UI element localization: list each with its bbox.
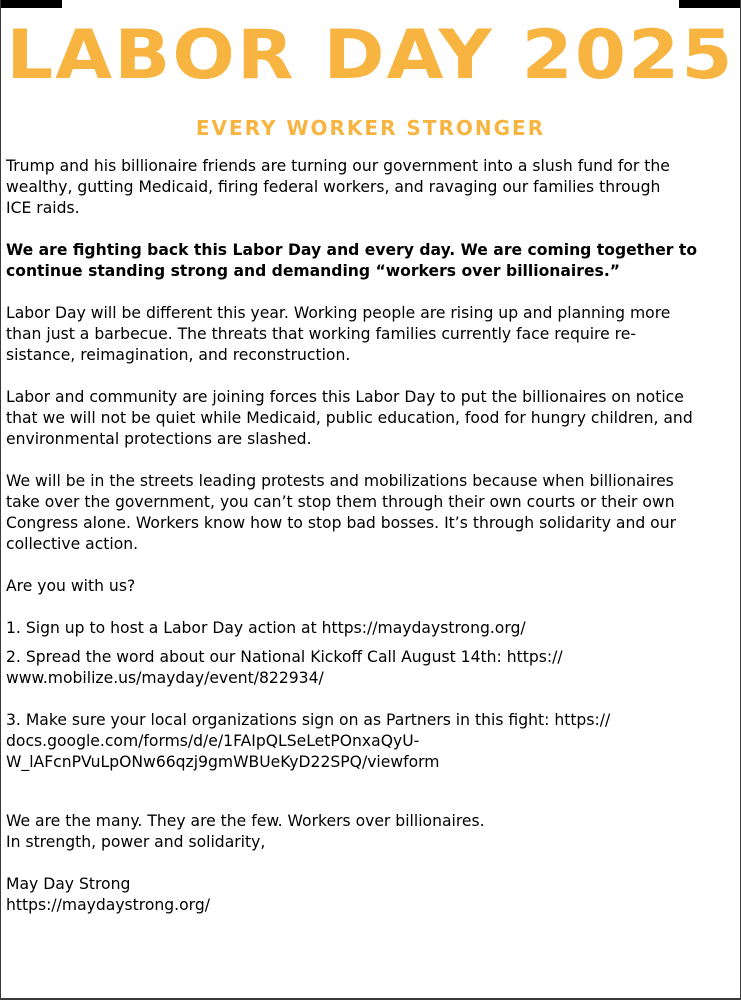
step-3-line[interactable]: 3. Make sure your local organizations sign on as Partners in this fight: https:// xyxy=(6,711,611,729)
step-2-line[interactable]: www.mobilize.us/mayday/event/822934/ xyxy=(6,669,324,687)
step-3 xyxy=(6,710,738,773)
step-1-text[interactable]: 1. Sign up to host a Labor Day action at https://maydaystrong.org/ xyxy=(6,619,526,637)
paragraph-line: Congress alone. Workers know how to stop bad bosses. It’s through solidarity and our xyxy=(6,514,677,532)
paragraph-line: take over the government, you can’t stop them through their own courts or their own xyxy=(6,493,675,511)
closing-line: In strength, power and solidarity, xyxy=(6,833,266,851)
step-3-line[interactable]: docs.google.com/forms/d/e/1FAIpQLSeLetPOnxaQyU- xyxy=(6,732,420,750)
paragraph-line: wealthy, gutting Medicaid, firing federal workers, and ravaging our families through xyxy=(6,178,661,196)
top-bar-left xyxy=(0,0,62,8)
page-title: LABOR DAY 2025 xyxy=(6,16,735,95)
signature xyxy=(6,874,738,916)
paragraph-joining-forces xyxy=(6,387,738,450)
signature-link[interactable]: https://maydaystrong.org/ xyxy=(6,896,210,914)
paragraph-line: Labor and community are joining forces this Labor Day to put the billionaires on notice xyxy=(6,388,684,406)
paragraph-fighting-back xyxy=(6,240,738,282)
paragraph-intro xyxy=(6,156,738,219)
page-subtitle: EVERY WORKER STRONGER xyxy=(195,116,546,140)
step-2 xyxy=(6,647,738,689)
step-2-line[interactable]: 2. Spread the word about our National Kickoff Call August 14th: https:// xyxy=(6,648,563,666)
top-bar-right xyxy=(679,0,741,8)
paragraph-line: collective action. xyxy=(6,535,139,553)
question-line xyxy=(6,576,738,597)
paragraph-line: Trump and his billionaire friends are turning our government into a slush fund for the xyxy=(6,157,670,175)
signature-name: May Day Strong xyxy=(6,875,131,893)
paragraph-line: ICE raids. xyxy=(6,199,80,217)
paragraph-line: We are fighting back this Labor Day and every day. We are coming together to xyxy=(6,241,698,259)
question-text: Are you with us? xyxy=(6,577,136,595)
document-body xyxy=(6,156,738,916)
paragraph-line: sistance, reimagination, and reconstruction. xyxy=(6,346,351,364)
paragraph-line: Labor Day will be different this year. Working people are rising up and planning more xyxy=(6,304,671,322)
paragraph-labor-day-different xyxy=(6,303,738,366)
paragraph-streets xyxy=(6,471,738,555)
paragraph-line: continue standing strong and demanding “workers over billionaires.” xyxy=(6,262,620,280)
left-border xyxy=(0,0,1,1000)
step-1 xyxy=(6,618,738,639)
paragraph-line: that we will not be quiet while Medicaid, public education, food for hungry children, and xyxy=(6,409,693,427)
paragraph-line: environmental protections are slashed. xyxy=(6,430,312,448)
paragraph-line: We will be in the streets leading protests and mobilizations because when billionaires xyxy=(6,472,674,490)
step-3-line[interactable]: W_lAFcnPVuLpONw66qzj9gmWBUeKyD22SPQ/viewform xyxy=(6,753,440,771)
paragraph-line: than just a barbecue. The threats that working families currently face require re- xyxy=(6,325,636,343)
closing-line: We are the many. They are the few. Workers over billionaires. xyxy=(6,812,485,830)
closing xyxy=(6,811,738,853)
